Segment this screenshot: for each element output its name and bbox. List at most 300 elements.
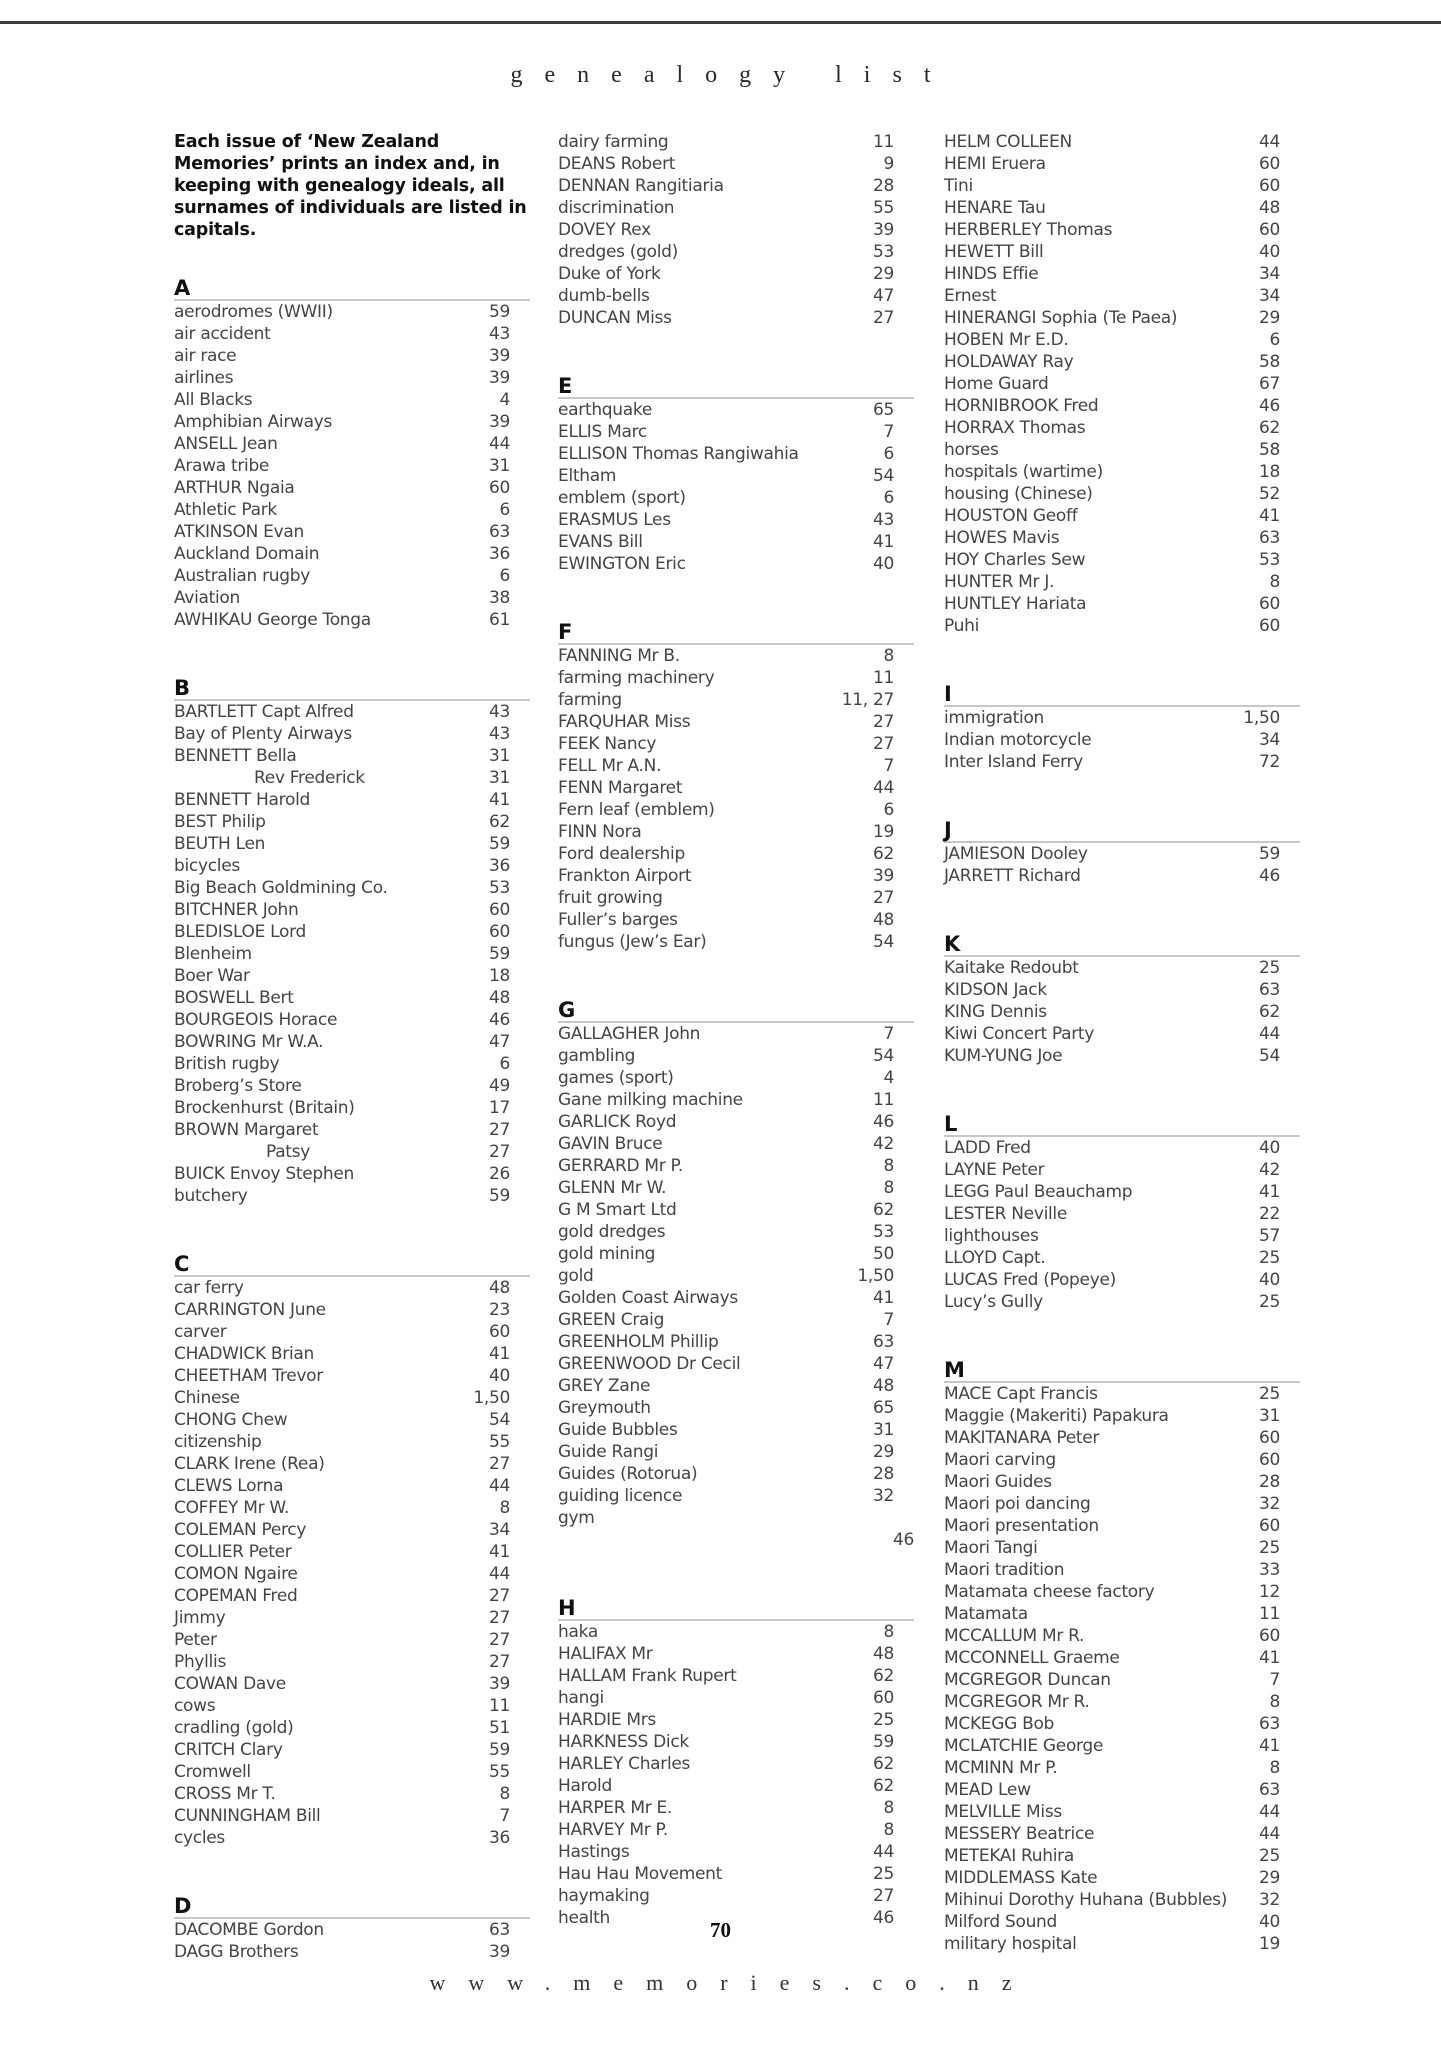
index-entry: [944, 1889, 1300, 1911]
index-entry: [558, 1331, 914, 1353]
index-entry: [944, 1159, 1300, 1181]
entry-pages: 40: [1258, 242, 1280, 262]
index-entry: [558, 307, 914, 329]
entry-term: DACOMBE Gordon: [174, 1920, 324, 1940]
entry-term: ERASMUS Les: [558, 510, 671, 530]
index-entry: [174, 1585, 530, 1607]
index-entry: [944, 1471, 1300, 1493]
index-entry: [174, 1387, 530, 1409]
entry-term: FENN Margaret: [558, 778, 683, 798]
entry-pages: 60: [1258, 154, 1280, 174]
index-entry: [558, 153, 914, 175]
index-entry: [174, 1299, 530, 1321]
index-entry: [174, 1409, 530, 1431]
entry-term: Matamata: [944, 1604, 1028, 1624]
index-section-l: [944, 1113, 1300, 1313]
entry-pages: 49: [488, 1076, 510, 1096]
entry-pages: 41: [1258, 1736, 1280, 1756]
entry-term: BROWN Margaret: [174, 1120, 319, 1140]
entry-term: gold: [558, 1266, 594, 1286]
entry-pages: 61: [488, 610, 510, 630]
index-section-continued: [558, 131, 914, 329]
entry-pages: 41: [488, 790, 510, 810]
entry-pages: 7: [499, 1806, 510, 1826]
entry-pages: 18: [488, 966, 510, 986]
index-entry: [944, 483, 1300, 505]
entry-pages: 8: [1269, 572, 1280, 592]
entry-pages: 47: [872, 286, 894, 306]
entry-term: BLEDISLOE Lord: [174, 922, 307, 942]
index-entry: [558, 1243, 914, 1265]
index-entry: [174, 1053, 530, 1075]
index-entry: [558, 1775, 914, 1797]
entry-term: CLEWS Lorna: [174, 1476, 284, 1496]
index-entry: [174, 587, 530, 609]
entry-pages: 8: [1269, 1692, 1280, 1712]
index-entry: [558, 1419, 914, 1441]
entry-term: GLENN Mr W.: [558, 1178, 667, 1198]
entry-pages: 46: [872, 1908, 894, 1928]
entry-term: HARDIE Mrs: [558, 1710, 656, 1730]
entry-pages: 32: [872, 1486, 894, 1506]
entry-term: LUCAS Fred (Popeye): [944, 1270, 1116, 1290]
entry-pages: 39: [872, 220, 894, 240]
entry-pages: 39: [872, 866, 894, 886]
entry-term: Athletic Park: [174, 500, 277, 520]
entry-term: Aviation: [174, 588, 240, 608]
entry-pages: 43: [488, 702, 510, 722]
entry-pages: 40: [1258, 1912, 1280, 1932]
entry-term: Broberg’s Store: [174, 1076, 302, 1096]
entry-pages: 25: [1258, 1384, 1280, 1404]
entry-term: MEAD Lew: [944, 1780, 1031, 1800]
entry-term: Maori presentation: [944, 1516, 1099, 1536]
index-entry: [944, 285, 1300, 307]
entry-term: LADD Fred: [944, 1138, 1031, 1158]
entry-term: Fern leaf (emblem): [558, 800, 715, 820]
index-entry: [174, 1717, 530, 1739]
index-entry: [944, 351, 1300, 373]
entry-pages: 53: [488, 878, 510, 898]
entry-pages: 25: [872, 1864, 894, 1884]
entry-pages: 46: [488, 1010, 510, 1030]
entry-term: dredges (gold): [558, 242, 678, 262]
index-entry: [558, 1353, 914, 1375]
entry-term: British rugby: [174, 1054, 280, 1074]
entry-pages: 41: [488, 1344, 510, 1364]
entry-term: Chinese: [174, 1388, 240, 1408]
index-entry: [944, 957, 1300, 979]
entry-pages: 48: [872, 910, 894, 930]
entry-term: military hospital: [944, 1934, 1077, 1954]
entry-pages: 39: [488, 368, 510, 388]
entry-term: gold mining: [558, 1244, 656, 1264]
entry-pages: 48: [1258, 198, 1280, 218]
entry-term: LAYNE Peter: [944, 1160, 1045, 1180]
index-section-g: [558, 999, 914, 1551]
entry-pages: 33: [1258, 1560, 1280, 1580]
entry-term: games (sport): [558, 1068, 674, 1088]
index-entry: [944, 241, 1300, 263]
entry-pages: 72: [1258, 752, 1280, 772]
index-entry: [944, 1515, 1300, 1537]
entry-pages: 59: [488, 1186, 510, 1206]
index-entry: [944, 615, 1300, 637]
index-entry: [944, 1867, 1300, 1889]
index-section-e: [558, 375, 914, 575]
entry-pages: 54: [872, 932, 894, 952]
index-entry: [944, 329, 1300, 351]
entry-pages: 60: [872, 1688, 894, 1708]
entry-pages: 29: [872, 264, 894, 284]
index-entry: [174, 1761, 530, 1783]
entry-term: Harold: [558, 1776, 612, 1796]
entry-pages: 36: [488, 856, 510, 876]
entry-pages: 60: [488, 478, 510, 498]
index-entry: [174, 323, 530, 345]
entry-term: aerodromes (WWII): [174, 302, 333, 322]
entry-pages: 23: [488, 1300, 510, 1320]
entry-term: GAVIN Bruce: [558, 1134, 663, 1154]
entry-term: GREENWOOD Dr Cecil: [558, 1354, 741, 1374]
entry-pages: 52: [1258, 484, 1280, 504]
entry-term: GALLAGHER John: [558, 1024, 701, 1044]
index-entry: [174, 1343, 530, 1365]
entry-pages: 8: [883, 1156, 894, 1176]
entry-pages: 8: [1269, 1758, 1280, 1778]
entry-pages: 59: [1258, 844, 1280, 864]
index-section-k: [944, 933, 1300, 1067]
index-entry: [944, 707, 1300, 729]
entry-term: ELLIS Marc: [558, 422, 647, 442]
index-entry: [174, 811, 530, 833]
index-entry: [174, 1431, 530, 1453]
entry-pages: 11: [488, 1696, 510, 1716]
index-entry: [174, 1827, 530, 1849]
entry-term: KING Dennis: [944, 1002, 1047, 1022]
entry-term: cows: [174, 1696, 216, 1716]
entry-term: Arawa tribe: [174, 456, 270, 476]
index-entry: [174, 1563, 530, 1585]
entry-term: GREEN Craig: [558, 1310, 665, 1330]
index-entry: [558, 421, 914, 443]
entry-term: immigration: [944, 708, 1045, 728]
entry-pages: 60: [1258, 1626, 1280, 1646]
entry-term: HEMI Eruera: [944, 154, 1046, 174]
entry-pages: 28: [872, 1464, 894, 1484]
entry-term: BITCHNER John: [174, 900, 299, 920]
index-entry: [944, 1647, 1300, 1669]
index-entry: [944, 1023, 1300, 1045]
index-section-h: [558, 1597, 914, 1929]
entry-term: farming: [558, 690, 622, 710]
entry-pages: 44: [872, 778, 894, 798]
entry-pages: 63: [1258, 1780, 1280, 1800]
entry-pages: 1,50: [473, 1388, 510, 1408]
entry-pages: 48: [872, 1644, 894, 1664]
index-entry: [174, 987, 530, 1009]
entry-term: Eltham: [558, 466, 617, 486]
index-entry: [944, 549, 1300, 571]
entry-term: Brockenhurst (Britain): [174, 1098, 355, 1118]
entry-term: air race: [174, 346, 237, 366]
index-entry: [174, 1277, 530, 1299]
index-entry: [558, 1797, 914, 1819]
entry-term: FARQUHAR Miss: [558, 712, 691, 732]
index-entry: [558, 865, 914, 887]
index-entry: [558, 241, 914, 263]
index-entry: [558, 263, 914, 285]
section-letter: J: [944, 818, 952, 842]
index-entry: [558, 1485, 914, 1507]
index-entry: [558, 553, 914, 575]
entry-pages: 6: [883, 488, 894, 508]
entry-term: DEANS Robert: [558, 154, 676, 174]
index-entry: [944, 1779, 1300, 1801]
entry-pages: 63: [1258, 528, 1280, 548]
entry-term: Maggie (Makeriti) Papakura: [944, 1406, 1169, 1426]
entry-term: horses: [944, 440, 999, 460]
entry-pages: 40: [1258, 1138, 1280, 1158]
index-entry: [558, 1885, 914, 1907]
entry-pages: 36: [488, 544, 510, 564]
entry-pages: 8: [883, 1798, 894, 1818]
index-entry: [174, 767, 530, 789]
entry-pages: 43: [488, 324, 510, 344]
index-entry: [558, 777, 914, 799]
entry-term: butchery: [174, 1186, 248, 1206]
entry-pages: 12: [1258, 1582, 1280, 1602]
entry-pages: 4: [883, 1068, 894, 1088]
entry-term: HOBEN Mr E.D.: [944, 330, 1069, 350]
section-letter: I: [944, 682, 952, 706]
index-column-1: [174, 131, 530, 1963]
entry-pages: 57: [1258, 1226, 1280, 1246]
entry-pages: 60: [1258, 616, 1280, 636]
index-entry: [174, 833, 530, 855]
entry-term: HINDS Effie: [944, 264, 1039, 284]
index-column-3: [944, 131, 1300, 1955]
entry-pages: 29: [872, 1442, 894, 1462]
entry-term: bicycles: [174, 856, 240, 876]
index-entry: [944, 1203, 1300, 1225]
index-entry: [558, 1221, 914, 1243]
entry-term: MCMINN Mr P.: [944, 1758, 1058, 1778]
index-entry: [174, 1941, 530, 1963]
index-entry: [558, 689, 914, 711]
entry-term: DAGG Brothers: [174, 1942, 299, 1962]
entry-pages: 44: [1258, 1802, 1280, 1822]
entry-term: guiding licence: [558, 1486, 683, 1506]
entry-pages: 41: [1258, 506, 1280, 526]
entry-term: COFFEY Mr W.: [174, 1498, 290, 1518]
entry-term: BARTLETT Capt Alfred: [174, 702, 354, 722]
entry-pages: 31: [488, 746, 510, 766]
entry-pages: 41: [872, 532, 894, 552]
entry-term: MCGREGOR Duncan: [944, 1670, 1111, 1690]
entry-term: earthquake: [558, 400, 652, 420]
entry-term: farming machinery: [558, 668, 715, 688]
entry-term: Peter: [174, 1630, 217, 1650]
entry-pages: 54: [872, 1046, 894, 1066]
section-letter: E: [558, 374, 573, 398]
index-entry: [944, 439, 1300, 461]
entry-term: METEKAI Ruhira: [944, 1846, 1074, 1866]
index-entry: [944, 571, 1300, 593]
index-entry: [558, 1265, 914, 1287]
index-entry: [174, 367, 530, 389]
entry-term: Maori Tangi: [944, 1538, 1038, 1558]
entry-term: Cromwell: [174, 1762, 251, 1782]
entry-pages: 25: [1258, 958, 1280, 978]
site-url: www.memories.co.nz: [429, 1970, 1035, 1995]
entry-term: BENNETT Bella: [174, 746, 297, 766]
index-entry: [558, 1643, 914, 1665]
index-entry: [174, 411, 530, 433]
entry-term: health: [558, 1908, 611, 1928]
entry-pages: 4: [499, 390, 510, 410]
index-entry: [558, 1375, 914, 1397]
index-entry: [174, 745, 530, 767]
index-entry: [558, 755, 914, 777]
entry-term: Home Guard: [944, 374, 1049, 394]
entry-pages: 51: [488, 1718, 510, 1738]
entry-term: fruit growing: [558, 888, 663, 908]
entry-term: HARLEY Charles: [558, 1754, 691, 1774]
index-entry: [944, 219, 1300, 241]
index-entry: [174, 1097, 530, 1119]
entry-term: Kaitake Redoubt: [944, 958, 1079, 978]
entry-pages: 40: [488, 1366, 510, 1386]
index-entry: [558, 175, 914, 197]
entry-term: MELVILLE Miss: [944, 1802, 1062, 1822]
entry-pages: 53: [872, 242, 894, 262]
entry-pages: 27: [872, 1886, 894, 1906]
entry-term: HOUSTON Geoff: [944, 506, 1078, 526]
entry-term: COWAN Dave: [174, 1674, 286, 1694]
entry-pages: 62: [872, 844, 894, 864]
index-entry: [944, 1757, 1300, 1779]
entry-pages: 7: [883, 756, 894, 776]
entry-term: dairy farming: [558, 132, 669, 152]
index-entry: [174, 1695, 530, 1717]
index-section-b: [174, 677, 530, 1207]
entry-term: HALLAM Frank Rupert: [558, 1666, 737, 1686]
entry-term: Maori Guides: [944, 1472, 1052, 1492]
index-entry: [558, 1023, 914, 1045]
index-entry: [944, 175, 1300, 197]
entry-term: DOVEY Rex: [558, 220, 651, 240]
entry-term: EWINGTON Eric: [558, 554, 686, 574]
entry-pages: 6: [499, 566, 510, 586]
index-entry: [174, 345, 530, 367]
index-entry: [558, 197, 914, 219]
entry-pages: 32: [1258, 1494, 1280, 1514]
entry-pages: 60: [488, 1322, 510, 1342]
entry-term: emblem (sport): [558, 488, 686, 508]
index-entry: [944, 843, 1300, 865]
section-letter: B: [174, 676, 191, 700]
entry-term: cradling (gold): [174, 1718, 294, 1738]
index-entry: [174, 1805, 530, 1827]
entry-term: Amphibian Airways: [174, 412, 333, 432]
entry-term: FELL Mr A.N.: [558, 756, 662, 776]
entry-term: HUNTLEY Hariata: [944, 594, 1087, 614]
entry-pages: 60: [1258, 1516, 1280, 1536]
entry-term: dumb-bells: [558, 286, 650, 306]
entry-term: HEWETT Bill: [944, 242, 1044, 262]
entry-term: Patsy: [266, 1142, 310, 1162]
index-entry: [944, 1449, 1300, 1471]
index-entry: [174, 1119, 530, 1141]
entry-pages: 7: [883, 422, 894, 442]
entry-term: HENARE Tau: [944, 198, 1046, 218]
entry-pages: 53: [1258, 550, 1280, 570]
entry-pages: 1,50: [1243, 708, 1280, 728]
entry-pages: 8: [883, 1622, 894, 1642]
entry-pages: 27: [488, 1630, 510, 1650]
entry-pages: 60: [488, 900, 510, 920]
entry-pages: 46: [1258, 396, 1280, 416]
section-letter: D: [174, 1894, 192, 1918]
entry-pages: 60: [1258, 594, 1280, 614]
entry-pages: 41: [872, 1288, 894, 1308]
index-entry: [558, 443, 914, 465]
entry-pages: 8: [883, 1820, 894, 1840]
index-entry: [174, 723, 530, 745]
index-entry: [558, 931, 914, 953]
entry-pages: 8: [883, 646, 894, 666]
entry-term: FANNING Mr B.: [558, 646, 680, 666]
entry-term: Maori carving: [944, 1450, 1056, 1470]
entry-pages: 53: [872, 1222, 894, 1242]
entry-term: LEGG Paul Beauchamp: [944, 1182, 1133, 1202]
index-entry: [944, 1581, 1300, 1603]
index-entry: [558, 1819, 914, 1841]
entry-pages: 48: [488, 1278, 510, 1298]
index-entry: [944, 751, 1300, 773]
index-entry: [558, 1309, 914, 1331]
index-entry: [174, 1453, 530, 1475]
entry-term: carver: [174, 1322, 227, 1342]
index-entry: [558, 711, 914, 733]
entry-pages: 34: [1258, 286, 1280, 306]
entry-pages: 41: [488, 1542, 510, 1562]
entry-term: MESSERY Beatrice: [944, 1824, 1095, 1844]
index-column-2: [558, 131, 914, 1929]
section-letter: G: [558, 998, 576, 1022]
index-entry: [944, 461, 1300, 483]
entry-pages: 67: [1258, 374, 1280, 394]
entry-pages: 48: [872, 1376, 894, 1396]
index-entry: [558, 1287, 914, 1309]
index-entry: [174, 389, 530, 411]
index-entry: [944, 865, 1300, 887]
index-entry: [174, 543, 530, 565]
entry-term: Tini: [944, 176, 973, 196]
entry-pages: 43: [872, 510, 894, 530]
entry-pages: 44: [1258, 1824, 1280, 1844]
entry-term: GERRARD Mr P.: [558, 1156, 683, 1176]
index-entry: [174, 455, 530, 477]
entry-term: HORRAX Thomas: [944, 418, 1086, 438]
entry-term: BOURGEOIS Horace: [174, 1010, 338, 1030]
entry-pages: 46: [1258, 866, 1280, 886]
entry-pages: 44: [1258, 1024, 1280, 1044]
index-entry: [944, 1247, 1300, 1269]
entry-term: AWHIKAU George Tonga: [174, 610, 371, 630]
index-entry: [944, 1537, 1300, 1559]
